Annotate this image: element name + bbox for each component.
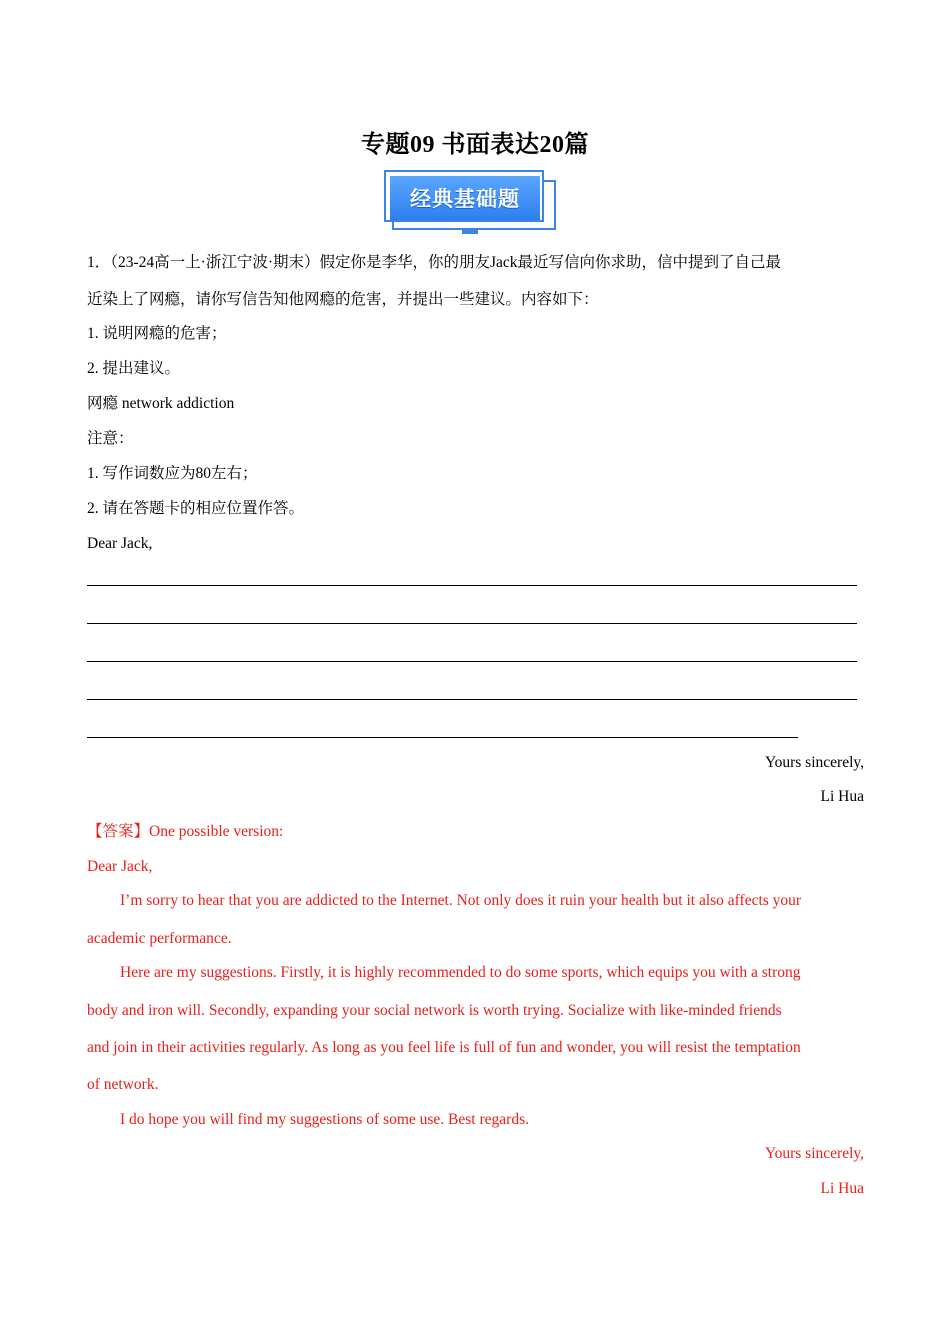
- section-banner: [384, 170, 560, 234]
- answer-p1-line-1: I’m sorry to hear that you are addicted to the Internet. Not only does it ruin your health but it also affects your: [120, 892, 802, 909]
- answer-p2-line-4: of network.: [87, 1076, 159, 1093]
- answer-line: [87, 661, 857, 662]
- letter-greeting: Dear Jack,: [87, 535, 153, 552]
- answer-closing: Yours sincerely,: [764, 1145, 864, 1162]
- note-item-1: 1. 写作词数应为80左右；: [87, 465, 258, 482]
- vocab-line: 网瘾 network addiction: [87, 395, 235, 412]
- letter-closing: Yours sincerely,: [764, 754, 864, 771]
- question-line-2: 近染上了网瘾，请你写信告知他网瘾的危害，并提出一些建议。内容如下：: [87, 291, 599, 308]
- answer-signature: Li Hua: [820, 1180, 864, 1197]
- note-item-2: 2. 请在答题卡的相应位置作答。: [87, 500, 305, 517]
- answer-label: 【答案】One possible version:: [87, 823, 284, 840]
- note-label: 注意：: [87, 430, 134, 447]
- banner-notch: [462, 228, 478, 234]
- answer-p1-line-2: academic performance.: [87, 930, 232, 947]
- answer-line: [87, 623, 857, 624]
- content-item-2: 2. 提出建议。: [87, 360, 181, 377]
- letter-signature: Li Hua: [820, 788, 864, 805]
- banner-label: 经典基础题: [390, 176, 540, 220]
- content-item-1: 1. 说明网瘾的危害；: [87, 325, 227, 342]
- answer-line: [87, 699, 857, 700]
- question-line-1: 1．（23-24高一上·浙江宁波·期末）假定你是李华，你的朋友Jack最近写信向你求助，信中提到了自己最: [87, 254, 782, 271]
- answer-p2-line-3: and join in their activities regularly. As long as you feel life is full of fun and wonder, you will resist the temptation: [87, 1039, 801, 1056]
- answer-p2-line-1: Here are my suggestions. Firstly, it is highly recommended to do some sports, which equips you with a strong: [120, 964, 801, 981]
- answer-line: [87, 585, 857, 586]
- page-title: 专题09 书面表达20篇: [361, 132, 589, 158]
- answer-p3-line-1: I do hope you will find my suggestions of some use. Best regards.: [120, 1111, 529, 1128]
- answer-line: [87, 737, 798, 738]
- answer-greeting: Dear Jack,: [87, 858, 153, 875]
- answer-p2-line-2: body and iron will. Secondly, expanding your social network is worth trying. Socialize with like-minded friends: [87, 1002, 782, 1019]
